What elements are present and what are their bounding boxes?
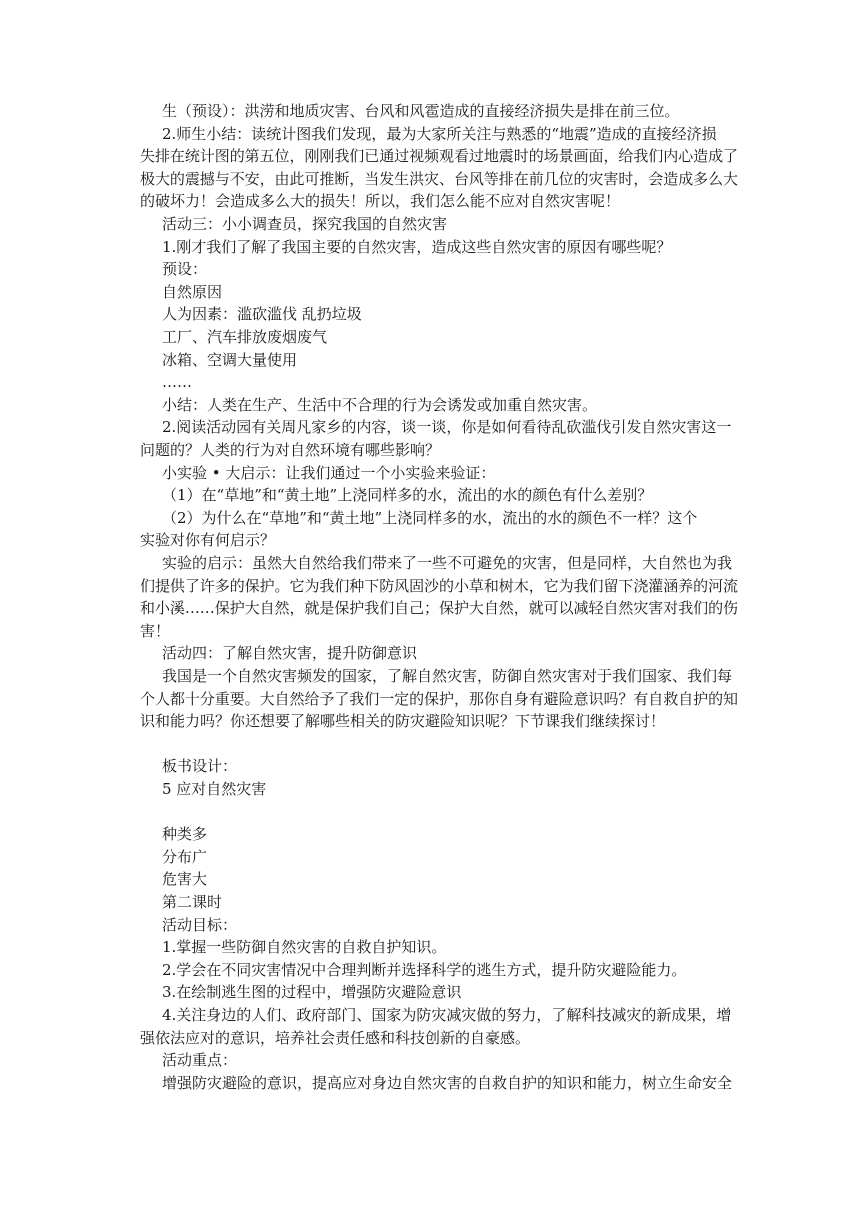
text-line: 活动四：了解自然灾害，提升防御意识 — [162, 644, 418, 663]
text-line: 1.掌握一些防御自然灾害的自救自护知识。 — [162, 938, 447, 957]
text-line: 人为因素：滥砍滥伐 乱扔垃圾 — [162, 305, 362, 324]
text-line: 2.师生小结：读统计图我们发现，最为大家所关注与熟悉的“地震”造成的直接经济损 — [162, 124, 717, 143]
text-line: 失排在统计图的第五位，刚刚我们已通过视频观看过地震时的场景画面，给我们内心造成了 — [140, 147, 739, 166]
text-line: 实验的启示：虽然大自然给我们带来了一些不可避免的灾害，但是同样，大自然也为我 — [162, 554, 733, 572]
text-line: 极大的震撼与不安，由此可推断，当发生洪灾、台风等排在前几位的灾害时，会造成多么大 — [140, 169, 739, 188]
text-line: 实验对你有何启示？ — [140, 531, 276, 550]
text-line: 2.学会在不同灾害情况中合理判断并选择科学的逃生方式，提升防灾避险能力。 — [162, 960, 687, 979]
text-line: 小结：人类在生产、生活中不合理的行为会诱发或加重自然灾害。 — [162, 395, 598, 414]
text-line: 3.在绘制逃生图的过程中，增强防灾避险意识 — [162, 983, 462, 1002]
text-line: 种类多 — [162, 825, 208, 844]
text-line: 4.关注身边的人们、政府部门、国家为防灾减灾做的努力，了解科技减灾的新成果，增 — [162, 1006, 732, 1024]
text-line: 活动目标： — [162, 915, 238, 934]
text-line: 增强防灾避险的意识，提高应对身边自然灾害的自救自护的知识和能力，树立生命安全 — [162, 1073, 733, 1092]
text-line: 板书设计： — [162, 757, 238, 776]
text-line: （1）在“草地”和“黄土地”上浇同样多的水，流出的水的颜色有什么差别？ — [162, 486, 653, 505]
text-line: 活动三：小小调查员，探究我国的自然灾害 — [162, 215, 448, 233]
text-line: （2）为什么在“草地”和“黄土地”上浇同样多的水，流出的水的颜色不一样？这个 — [162, 508, 698, 527]
text-line: 强依法应对的意识，培养社会责任感和科技创新的自豪感。 — [140, 1028, 531, 1047]
text-line: 我国是一个自然灾害频发的国家，了解自然灾害，防御自然灾害对于我们国家、我们每 — [162, 667, 733, 685]
text-line: 分布广 — [162, 847, 208, 866]
text-line: 工厂、汽车排放废烟废气 — [162, 328, 328, 346]
text-line: 小实验 • 大启示：让我们通过一个小实验来验证： — [162, 463, 496, 482]
text-line: 问题的？人类的行为对自然环境有哪些影响？ — [140, 441, 441, 459]
text-line: 和小溪……保护大自然，就是保护我们自己；保护大自然，就可以减轻自然灾害对我们的伤 — [140, 599, 739, 618]
text-line: 危害大 — [162, 870, 208, 889]
text-line: 冰箱、空调大量使用 — [162, 350, 298, 369]
text-line: 预设： — [162, 260, 208, 279]
text-line: 1.刚才我们了解了我国主要的自然灾害，造成这些自然灾害的原因有哪些呢？ — [162, 237, 672, 256]
text-line: 的破坏力！会造成多么大的损失！所以，我们怎么能不应对自然灾害呢！ — [140, 192, 621, 211]
text-line: 们提供了许多的保护。它为我们种下防风固沙的小草和树木，它为我们留下浇灌涵养的河流 — [140, 576, 739, 595]
text-line: 自然原因 — [162, 282, 223, 301]
text-line: 5 应对自然灾害 — [162, 780, 267, 798]
text-line: 个人都十分重要。大自然给予了我们一定的保护，那你自身有避险意识吗？有自救自护的知 — [140, 689, 739, 708]
text-line: 第二课时 — [162, 893, 223, 911]
text-line: 害！ — [140, 621, 171, 640]
text-line: 活动重点： — [162, 1051, 238, 1070]
text-line: …… — [162, 373, 192, 392]
text-line: 生（预设）：洪涝和地质灾害、台风和风雹造成的直接经济损失是排在前三位。 — [162, 102, 680, 120]
text-line: 2.阅读活动园有关周凡家乡的内容，谈一谈，你是如何看待乱砍滥伐引发自然灾害这一 — [162, 418, 732, 437]
text-line: 识和能力吗？你还想要了解哪些相关的防灾避险知识呢？下节课我们继续探讨！ — [140, 712, 666, 731]
